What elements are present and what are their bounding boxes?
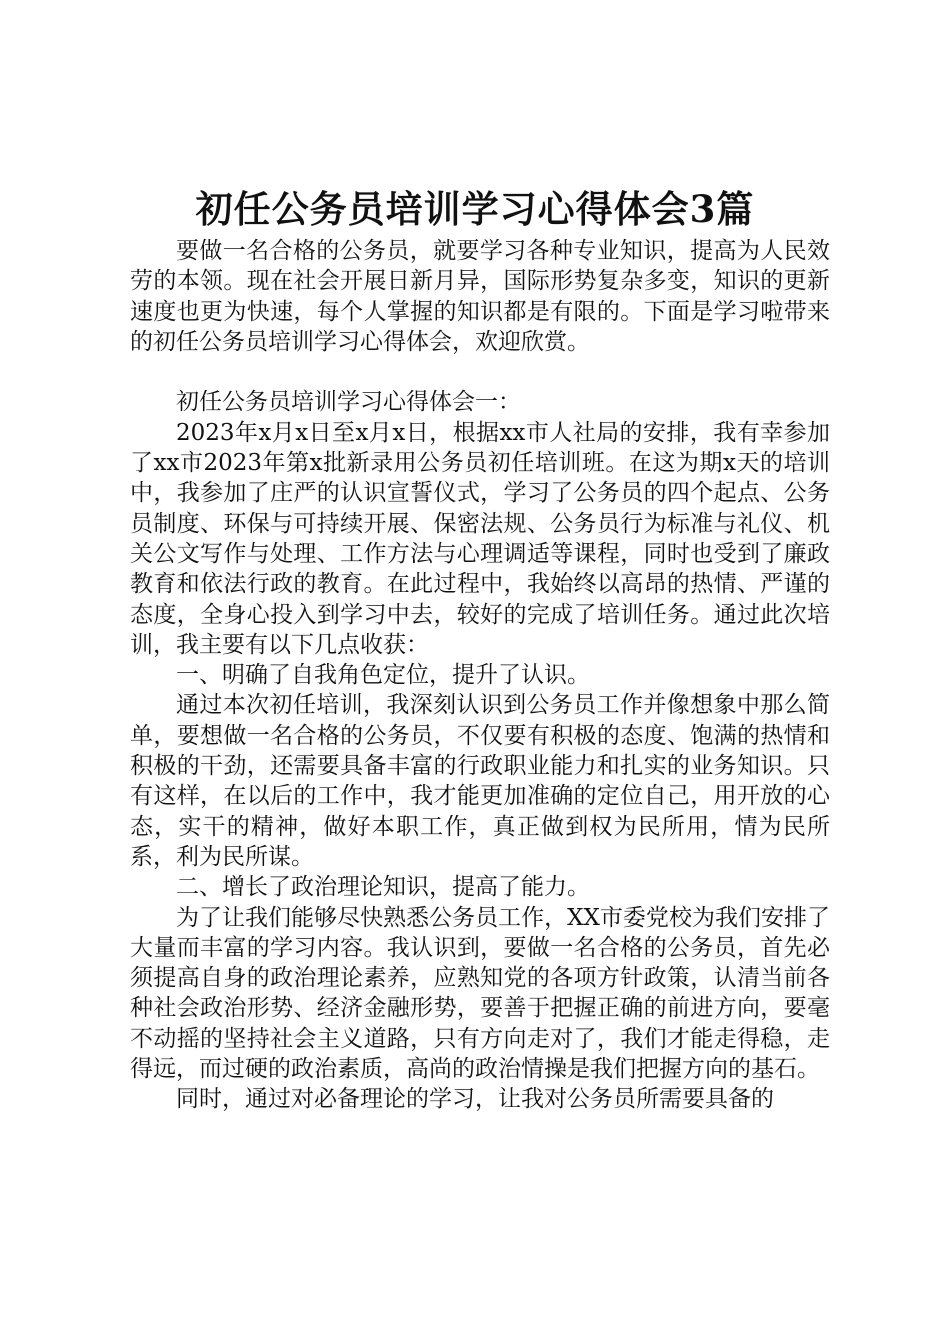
intro-paragraph: 要做一名合格的公务员，就要学习各种专业知识，提高为人民效劳的本领。现在社会开展日新月异，国际形势复杂多变，知识的更新速度也更为快速，每个人掌握的知识都是有限的。下面是学习啦带来的初任公务员培训学习心得体会，欢迎欣赏。	[130, 238, 830, 355]
body-paragraph: 为了让我们能够尽快熟悉公务员工作，XX市委党校为我们安排了大量而丰富的学习内容。我认识到，要做一名合格的公务员，首先必须提高自身的政治理论素养，应熟知党的各项方针政策，认清当前各种社会政治形势、经济金融形势，要善于把握正确的前进方向，要毫不动摇的坚持社会主义道路，只有方向走对了，我们才能走得稳，走得远，而过硬的政治素质，高尚的政治情操是我们把握方向的基石。	[130, 904, 830, 1083]
document-body	[130, 236, 830, 1115]
document-title: 初任公务员培训学习心得体会3篇	[195, 187, 755, 231]
body-paragraph: 2023年x月x日至x月x日，根据xx市人社局的安排，我有幸参加了xx市2023年第x批新录用公务员初任培训班。在这为期x天的培训中，我参加了庄严的认识宣誓仪式，学习了公务员的四个起点、公务员制度、环保与可持续开展、保密法规、公务员行为标准与礼仪、机关公文写作与处理、工作方法与心理调适等课程，同时也受到了廉政教育和依法行政的教育。在此过程中，我始终以高昂的热情、严谨的态度，全身心投入到学习中去，较好的完成了培训任务。通过此次培训，我主要有以下几点收获：	[130, 419, 830, 658]
point-heading-1: 一、明确了自我角色定位，提升了认识。	[176, 662, 590, 689]
point-heading-2: 二、增长了政治理论知识，提高了能力。	[176, 874, 590, 901]
section-heading-1: 初任公务员培训学习心得体会一：	[176, 389, 521, 416]
blank-line	[130, 357, 830, 387]
body-paragraph: 同时，通过对必备理论的学习，让我对公务员所需要具备的	[176, 1086, 774, 1113]
body-paragraph: 通过本次初任培训，我深刻认识到公务员工作并像想象中那么简单，要想做一名合格的公务员，不仅要有积极的态度、饱满的热情和积极的干劲，还需要具备丰富的行政职业能力和扎实的业务知识。只有这样，在以后的工作中，我才能更加准确的定位自己，用开放的心态，实干的精神，做好本职工作，真正做到权为民所用，情为民所系，利为民所谋。	[130, 692, 830, 870]
